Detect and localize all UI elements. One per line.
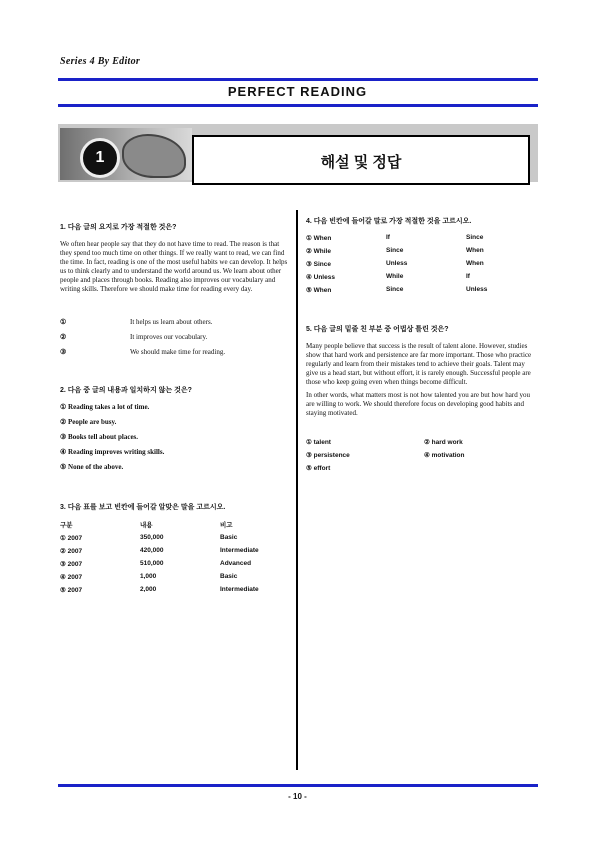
table-cell: Intermediate	[220, 586, 259, 593]
option-text: It improves our vocabulary.	[130, 333, 208, 341]
answer-choice: ① talent	[306, 439, 331, 446]
answer-choice: ③ persistence	[306, 452, 350, 459]
question-2-heading: 2. 다음 중 글의 내용과 일치하지 않는 것은?	[60, 387, 192, 394]
list-item: ① Reading takes a lot of time.	[60, 403, 150, 411]
page-title: PERFECT READING	[227, 84, 368, 99]
question-5-heading: 5. 다음 글의 밑줄 친 부분 중 어법상 틀린 것은?	[306, 326, 449, 333]
table-cell: Advanced	[220, 560, 252, 567]
header-rule-bottom	[58, 104, 538, 107]
choice-cell: While	[386, 273, 404, 280]
list-item: ③ Books tell about places.	[60, 433, 139, 441]
table-cell: ① 2007	[60, 535, 83, 542]
question-1-heading: 1. 다음 글의 요지로 가장 적절한 것은?	[60, 224, 177, 231]
header-rule-top	[58, 78, 538, 81]
table-cell: 2,000	[140, 586, 157, 593]
option-row	[60, 333, 288, 342]
table-header: 내용	[140, 522, 153, 529]
choice-cell: ② While	[306, 248, 331, 255]
banner-heading: 해설 및 정답	[320, 154, 402, 171]
option-mark: ①	[60, 318, 67, 326]
footer-rule	[58, 784, 538, 787]
table-header: 구분	[60, 522, 73, 529]
page-number: - 10 -	[288, 792, 307, 801]
table-cell: ② 2007	[60, 548, 83, 555]
answer-choice: ② hard work	[424, 439, 463, 446]
banner-image	[60, 128, 192, 180]
section-number-badge: 1	[80, 138, 120, 178]
table-cell: Intermediate	[220, 547, 259, 554]
table-cell: ④ 2007	[60, 574, 83, 581]
list-item: ⑤ None of the above.	[60, 463, 124, 471]
answer-choices	[306, 438, 538, 472]
choice-cell: Since	[386, 247, 404, 254]
option-mark: ③	[60, 348, 67, 356]
list-item: ② People are busy.	[60, 418, 117, 426]
banner-title-box	[192, 135, 530, 185]
question-4-choices	[306, 234, 538, 294]
choice-cell: ① When	[306, 235, 332, 242]
choice-cell: ④ Unless	[306, 274, 335, 281]
option-mark: ②	[60, 333, 67, 341]
answer-choice: ⑤ effort	[306, 465, 331, 472]
choice-cell: Since	[386, 286, 404, 293]
series-title: Series 4 By Editor	[60, 56, 141, 67]
choice-cell: ⑤ When	[306, 287, 332, 294]
right-column	[306, 216, 538, 476]
decorative-shape	[122, 134, 186, 178]
table-cell: 510,000	[140, 560, 164, 567]
choice-cell: When	[466, 247, 484, 254]
choice-cell: Unless	[386, 260, 408, 267]
option-text: It helps us learn about others.	[130, 318, 213, 326]
choice-cell: When	[466, 260, 484, 267]
question-5-paragraph-1: Many people believe that success is the result of talent alone. However, studies show that hard work and persistence are far more important. Those who practice regularly and learn from their mistakes tend to achieve their goals. Talent may give us a head start, but without effort, it is rarely enough. Successful people are those who keep going even when things become difficult.	[306, 342, 532, 386]
option-row	[60, 318, 288, 327]
table-cell: ⑤ 2007	[60, 587, 83, 594]
table-cell: 420,000	[140, 547, 164, 554]
question-5-paragraph-2: In other words, what matters most is not how talented you are but how hard you are willing to work. We should therefore focus on developing good habits and staying motivated.	[306, 391, 530, 417]
left-column	[60, 222, 288, 598]
table-cell: 1,000	[140, 573, 157, 580]
choice-cell: If	[386, 234, 390, 241]
answer-choice: ④ motivation	[424, 452, 465, 459]
question-4-heading: 4. 다음 빈칸에 들어갈 말로 가장 적절한 것을 고르시오.	[306, 218, 472, 225]
table-cell: 350,000	[140, 534, 164, 541]
table-header: 비고	[220, 522, 233, 529]
choice-cell: Since	[466, 234, 484, 241]
table-cell: ③ 2007	[60, 561, 83, 568]
question-3-table	[60, 520, 288, 594]
option-row	[60, 348, 288, 357]
question-1-paragraph: We often hear people say that they do not have time to read. The reason is that they spend too much time on other things. If we really want to read, we can find the time. In fact, reading is one of the most useful habits we can develop. It helps us to think clearly and to understand the world around us. We learn about other people and places through books. Reading also improves our vocabulary and writing skills. Therefore we should make time for reading every day.	[60, 240, 288, 293]
table-cell: Basic	[220, 573, 238, 580]
column-divider	[296, 210, 298, 770]
choice-cell: If	[466, 273, 470, 280]
choice-cell: ③ Since	[306, 261, 331, 268]
table-cell: Basic	[220, 534, 238, 541]
option-text: We should make time for reading.	[130, 348, 226, 356]
list-item: ④ Reading improves writing skills.	[60, 448, 165, 456]
choice-cell: Unless	[466, 286, 488, 293]
question-3-heading: 3. 다음 표를 보고 빈칸에 들어갈 알맞은 말을 고르시오.	[60, 504, 226, 511]
